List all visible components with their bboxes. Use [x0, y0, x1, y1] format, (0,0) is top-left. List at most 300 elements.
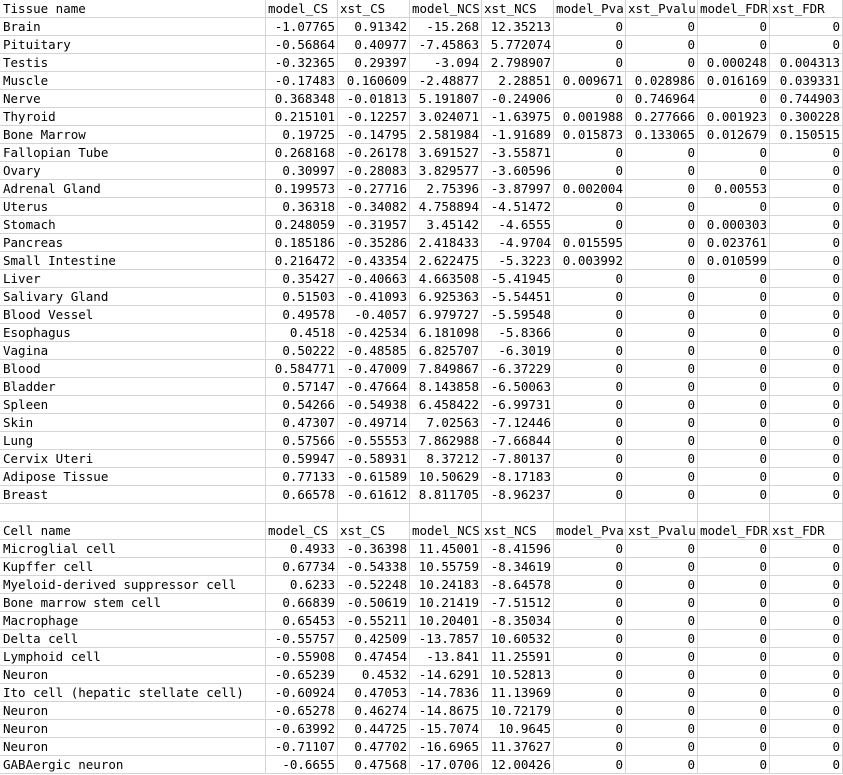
value-cell[interactable]: -7.45863	[410, 36, 482, 54]
value-cell[interactable]: 0	[770, 414, 843, 432]
value-cell[interactable]: 0	[770, 684, 843, 702]
value-cell[interactable]: 0	[554, 432, 626, 450]
tissue-name-cell[interactable]: Bladder	[0, 378, 266, 396]
value-cell[interactable]: 0	[770, 540, 843, 558]
value-cell[interactable]: 2.622475	[410, 252, 482, 270]
value-cell[interactable]: 0	[626, 630, 698, 648]
value-cell[interactable]: -0.01813	[338, 90, 410, 108]
value-cell[interactable]: 0	[770, 180, 843, 198]
value-cell[interactable]: 0	[554, 630, 626, 648]
value-cell[interactable]: -0.42534	[338, 324, 410, 342]
tissue-name-cell[interactable]: Testis	[0, 54, 266, 72]
value-cell[interactable]: -0.27716	[338, 180, 410, 198]
value-cell[interactable]: 0	[626, 468, 698, 486]
tissue-name-cell[interactable]: Adipose Tissue	[0, 468, 266, 486]
value-cell[interactable]: 0	[626, 198, 698, 216]
value-cell[interactable]: 0	[554, 594, 626, 612]
column-header[interactable]: xst_CS	[338, 522, 410, 540]
value-cell[interactable]: 0	[626, 684, 698, 702]
value-cell[interactable]: 6.181098	[410, 324, 482, 342]
cell[interactable]	[0, 504, 266, 522]
value-cell[interactable]: 0	[626, 180, 698, 198]
value-cell[interactable]: 0	[698, 432, 770, 450]
value-cell[interactable]: 11.25591	[482, 648, 554, 666]
column-header[interactable]: xst_Pvalu	[626, 0, 698, 18]
value-cell[interactable]: -0.14795	[338, 126, 410, 144]
value-cell[interactable]: 6.979727	[410, 306, 482, 324]
value-cell[interactable]: 0	[626, 306, 698, 324]
value-cell[interactable]: -3.094	[410, 54, 482, 72]
value-cell[interactable]: -0.63992	[266, 720, 338, 738]
value-cell[interactable]: 0.300228	[770, 108, 843, 126]
value-cell[interactable]: 0.368348	[266, 90, 338, 108]
value-cell[interactable]: 0.009671	[554, 72, 626, 90]
value-cell[interactable]: 0	[626, 36, 698, 54]
value-cell[interactable]: 0.000303	[698, 216, 770, 234]
value-cell[interactable]: -16.6965	[410, 738, 482, 756]
value-cell[interactable]: 0.6233	[266, 576, 338, 594]
value-cell[interactable]: 0	[698, 486, 770, 504]
value-cell[interactable]: 0.59947	[266, 450, 338, 468]
value-cell[interactable]: 0	[626, 162, 698, 180]
value-cell[interactable]: 0	[698, 702, 770, 720]
value-cell[interactable]: 0	[698, 720, 770, 738]
value-cell[interactable]: 3.829577	[410, 162, 482, 180]
value-cell[interactable]: 0.746964	[626, 90, 698, 108]
value-cell[interactable]: -14.8675	[410, 702, 482, 720]
tissue-name-cell[interactable]: Blood Vessel	[0, 306, 266, 324]
cell-name-cell[interactable]: Ito cell (hepatic stellate cell)	[0, 684, 266, 702]
value-cell[interactable]: 0	[698, 162, 770, 180]
value-cell[interactable]: 0	[698, 558, 770, 576]
value-cell[interactable]: 2.798907	[482, 54, 554, 72]
tissue-name-cell[interactable]: Pancreas	[0, 234, 266, 252]
value-cell[interactable]: -8.41596	[482, 540, 554, 558]
value-cell[interactable]: 0.36318	[266, 198, 338, 216]
value-cell[interactable]: 0	[626, 558, 698, 576]
cell-name-cell[interactable]: Neuron	[0, 720, 266, 738]
value-cell[interactable]: 0	[554, 360, 626, 378]
value-cell[interactable]: 0	[554, 414, 626, 432]
value-cell[interactable]: 0	[554, 216, 626, 234]
value-cell[interactable]: -6.99731	[482, 396, 554, 414]
value-cell[interactable]: -1.63975	[482, 108, 554, 126]
value-cell[interactable]: -6.37229	[482, 360, 554, 378]
value-cell[interactable]: -0.58931	[338, 450, 410, 468]
column-header[interactable]: model_NCS	[410, 0, 482, 18]
column-header[interactable]: xst_FDR	[770, 522, 843, 540]
value-cell[interactable]: 0	[554, 468, 626, 486]
value-cell[interactable]: 0.216472	[266, 252, 338, 270]
value-cell[interactable]: 0	[698, 90, 770, 108]
value-cell[interactable]: 0	[554, 720, 626, 738]
value-cell[interactable]: 0.004313	[770, 54, 843, 72]
value-cell[interactable]: 0	[770, 612, 843, 630]
value-cell[interactable]: 0.57566	[266, 432, 338, 450]
value-cell[interactable]: 0.000248	[698, 54, 770, 72]
value-cell[interactable]: -4.9704	[482, 234, 554, 252]
value-cell[interactable]: 0	[554, 324, 626, 342]
column-header[interactable]: model_Pva	[554, 0, 626, 18]
value-cell[interactable]: 0.47568	[338, 756, 410, 774]
value-cell[interactable]: 0	[770, 486, 843, 504]
value-cell[interactable]: -0.55757	[266, 630, 338, 648]
value-cell[interactable]: 0.19725	[266, 126, 338, 144]
value-cell[interactable]: 0	[770, 756, 843, 774]
value-cell[interactable]: 10.24183	[410, 576, 482, 594]
value-cell[interactable]: 0	[554, 576, 626, 594]
value-cell[interactable]: 8.37212	[410, 450, 482, 468]
value-cell[interactable]: 0	[698, 450, 770, 468]
value-cell[interactable]: 0.40977	[338, 36, 410, 54]
tissue-name-cell[interactable]: Bone Marrow	[0, 126, 266, 144]
value-cell[interactable]: 0	[554, 666, 626, 684]
column-header[interactable]: xst_FDR	[770, 0, 843, 18]
value-cell[interactable]: 0.010599	[698, 252, 770, 270]
value-cell[interactable]: 0	[626, 612, 698, 630]
value-cell[interactable]: 0	[554, 450, 626, 468]
cell[interactable]	[338, 504, 410, 522]
value-cell[interactable]: 12.00426	[482, 756, 554, 774]
value-cell[interactable]: -0.55211	[338, 612, 410, 630]
value-cell[interactable]: 0	[698, 414, 770, 432]
value-cell[interactable]: 0	[770, 36, 843, 54]
value-cell[interactable]: 0	[698, 594, 770, 612]
tissue-name-cell[interactable]: Blood	[0, 360, 266, 378]
value-cell[interactable]: -0.40663	[338, 270, 410, 288]
value-cell[interactable]: 0	[554, 36, 626, 54]
value-cell[interactable]: 0	[554, 144, 626, 162]
value-cell[interactable]: -0.54338	[338, 558, 410, 576]
column-header[interactable]: model_Pva	[554, 522, 626, 540]
value-cell[interactable]: 0.50222	[266, 342, 338, 360]
value-cell[interactable]: -3.87997	[482, 180, 554, 198]
value-cell[interactable]: 0.002004	[554, 180, 626, 198]
value-cell[interactable]: 0.039331	[770, 72, 843, 90]
value-cell[interactable]: 0.42509	[338, 630, 410, 648]
value-cell[interactable]: 0	[554, 540, 626, 558]
value-cell[interactable]: 11.45001	[410, 540, 482, 558]
value-cell[interactable]: -0.43354	[338, 252, 410, 270]
value-cell[interactable]: -7.66844	[482, 432, 554, 450]
value-cell[interactable]: -5.41945	[482, 270, 554, 288]
value-cell[interactable]: 0	[554, 342, 626, 360]
value-cell[interactable]: 0	[770, 450, 843, 468]
tissue-name-cell[interactable]: Vagina	[0, 342, 266, 360]
value-cell[interactable]: 4.663508	[410, 270, 482, 288]
value-cell[interactable]: -1.07765	[266, 18, 338, 36]
value-cell[interactable]: 0	[770, 720, 843, 738]
value-cell[interactable]: 0.028986	[626, 72, 698, 90]
value-cell[interactable]: -0.52248	[338, 576, 410, 594]
value-cell[interactable]: 0.185186	[266, 234, 338, 252]
column-header[interactable]: xst_Pvalu	[626, 522, 698, 540]
value-cell[interactable]: 0	[698, 18, 770, 36]
value-cell[interactable]: 0.016169	[698, 72, 770, 90]
value-cell[interactable]: -5.59548	[482, 306, 554, 324]
value-cell[interactable]: 0	[698, 342, 770, 360]
value-cell[interactable]: -0.35286	[338, 234, 410, 252]
value-cell[interactable]: 0	[626, 144, 698, 162]
value-cell[interactable]: 0	[554, 90, 626, 108]
value-cell[interactable]: 0	[626, 414, 698, 432]
value-cell[interactable]: 0	[698, 648, 770, 666]
value-cell[interactable]: 0	[554, 756, 626, 774]
column-header[interactable]: xst_NCS	[482, 522, 554, 540]
value-cell[interactable]: 6.925363	[410, 288, 482, 306]
value-cell[interactable]: 0	[770, 648, 843, 666]
value-cell[interactable]: 3.691527	[410, 144, 482, 162]
cell-name-cell[interactable]: Delta cell	[0, 630, 266, 648]
value-cell[interactable]: 4.758894	[410, 198, 482, 216]
value-cell[interactable]: -15.268	[410, 18, 482, 36]
value-cell[interactable]: 0	[554, 306, 626, 324]
value-cell[interactable]: 0.268168	[266, 144, 338, 162]
value-cell[interactable]: -1.91689	[482, 126, 554, 144]
value-cell[interactable]: 0	[554, 18, 626, 36]
value-cell[interactable]: 10.9645	[482, 720, 554, 738]
value-cell[interactable]: -0.24906	[482, 90, 554, 108]
value-cell[interactable]: 0.160609	[338, 72, 410, 90]
cell[interactable]	[410, 504, 482, 522]
tissue-name-cell[interactable]: Fallopian Tube	[0, 144, 266, 162]
value-cell[interactable]: -0.6655	[266, 756, 338, 774]
value-cell[interactable]: 0	[698, 684, 770, 702]
value-cell[interactable]: 0	[770, 324, 843, 342]
value-cell[interactable]: 2.418433	[410, 234, 482, 252]
cell[interactable]	[698, 504, 770, 522]
value-cell[interactable]: 6.458422	[410, 396, 482, 414]
value-cell[interactable]: -5.3223	[482, 252, 554, 270]
column-header[interactable]: xst_NCS	[482, 0, 554, 18]
value-cell[interactable]: 0.248059	[266, 216, 338, 234]
cell-name-cell[interactable]: Macrophage	[0, 612, 266, 630]
value-cell[interactable]: 12.35213	[482, 18, 554, 36]
value-cell[interactable]: 0	[554, 486, 626, 504]
value-cell[interactable]: 0	[554, 558, 626, 576]
cell[interactable]	[770, 504, 843, 522]
value-cell[interactable]: -14.6291	[410, 666, 482, 684]
tissue-name-cell[interactable]: Stomach	[0, 216, 266, 234]
cell[interactable]	[626, 504, 698, 522]
value-cell[interactable]: 10.52813	[482, 666, 554, 684]
value-cell[interactable]: 0.57147	[266, 378, 338, 396]
value-cell[interactable]: 0	[698, 36, 770, 54]
value-cell[interactable]: 7.862988	[410, 432, 482, 450]
value-cell[interactable]: -2.48877	[410, 72, 482, 90]
value-cell[interactable]: 0	[626, 720, 698, 738]
value-cell[interactable]: 0	[698, 144, 770, 162]
tissue-name-cell[interactable]: Pituitary	[0, 36, 266, 54]
value-cell[interactable]: 0	[554, 270, 626, 288]
value-cell[interactable]: 0	[626, 594, 698, 612]
value-cell[interactable]: 0.015873	[554, 126, 626, 144]
value-cell[interactable]: 0	[770, 468, 843, 486]
value-cell[interactable]: 5.772074	[482, 36, 554, 54]
value-cell[interactable]: -8.34619	[482, 558, 554, 576]
value-cell[interactable]: 0	[554, 54, 626, 72]
value-cell[interactable]: 0.001923	[698, 108, 770, 126]
value-cell[interactable]: 0.65453	[266, 612, 338, 630]
value-cell[interactable]: 0	[698, 360, 770, 378]
value-cell[interactable]: 0	[770, 144, 843, 162]
value-cell[interactable]: 0	[626, 540, 698, 558]
value-cell[interactable]: 0	[626, 648, 698, 666]
cell-name-cell[interactable]: Neuron	[0, 666, 266, 684]
cell-name-cell[interactable]: Microglial cell	[0, 540, 266, 558]
value-cell[interactable]: 0	[698, 270, 770, 288]
value-cell[interactable]: 0	[554, 288, 626, 306]
value-cell[interactable]: 0.199573	[266, 180, 338, 198]
value-cell[interactable]: -15.7074	[410, 720, 482, 738]
value-cell[interactable]: -7.12446	[482, 414, 554, 432]
value-cell[interactable]: 0.35427	[266, 270, 338, 288]
value-cell[interactable]: -7.80137	[482, 450, 554, 468]
value-cell[interactable]: -6.3019	[482, 342, 554, 360]
cell-name-cell[interactable]: GABAergic neuron	[0, 756, 266, 774]
column-header[interactable]: model_NCS	[410, 522, 482, 540]
value-cell[interactable]: 0.46274	[338, 702, 410, 720]
value-cell[interactable]: 0.023761	[698, 234, 770, 252]
cell-name-cell[interactable]: Lymphoid cell	[0, 648, 266, 666]
value-cell[interactable]: -0.31957	[338, 216, 410, 234]
cell-name-cell[interactable]: Kupffer cell	[0, 558, 266, 576]
value-cell[interactable]: 0	[698, 324, 770, 342]
value-cell[interactable]: 0	[698, 540, 770, 558]
value-cell[interactable]: 0.00553	[698, 180, 770, 198]
value-cell[interactable]: 8.811705	[410, 486, 482, 504]
value-cell[interactable]: 0	[698, 396, 770, 414]
value-cell[interactable]: 0	[554, 378, 626, 396]
value-cell[interactable]: 0	[626, 216, 698, 234]
tissue-name-cell[interactable]: Small Intestine	[0, 252, 266, 270]
cell[interactable]	[482, 504, 554, 522]
value-cell[interactable]: -8.64578	[482, 576, 554, 594]
value-cell[interactable]: 0.4532	[338, 666, 410, 684]
value-cell[interactable]: -3.60596	[482, 162, 554, 180]
value-cell[interactable]: 0	[770, 738, 843, 756]
value-cell[interactable]: 0	[554, 648, 626, 666]
value-cell[interactable]: 0	[554, 684, 626, 702]
tissue-name-cell[interactable]: Nerve	[0, 90, 266, 108]
tissue-name-cell[interactable]: Lung	[0, 432, 266, 450]
value-cell[interactable]: -0.49714	[338, 414, 410, 432]
value-cell[interactable]: 0	[626, 324, 698, 342]
value-cell[interactable]: 0	[626, 54, 698, 72]
value-cell[interactable]: 0.001988	[554, 108, 626, 126]
value-cell[interactable]: 0	[626, 666, 698, 684]
column-header[interactable]: model_CS	[266, 522, 338, 540]
value-cell[interactable]: 0	[626, 252, 698, 270]
tissue-name-cell[interactable]: Skin	[0, 414, 266, 432]
column-header[interactable]: xst_CS	[338, 0, 410, 18]
tissue-name-cell[interactable]: Thyroid	[0, 108, 266, 126]
value-cell[interactable]: 10.20401	[410, 612, 482, 630]
value-cell[interactable]: 0	[554, 162, 626, 180]
value-cell[interactable]: -14.7836	[410, 684, 482, 702]
value-cell[interactable]: 0	[698, 306, 770, 324]
value-cell[interactable]: 0.67734	[266, 558, 338, 576]
value-cell[interactable]: 0	[770, 360, 843, 378]
value-cell[interactable]: -4.6555	[482, 216, 554, 234]
value-cell[interactable]: 0	[554, 612, 626, 630]
value-cell[interactable]: 0	[770, 702, 843, 720]
value-cell[interactable]: -0.48585	[338, 342, 410, 360]
value-cell[interactable]: 0.30997	[266, 162, 338, 180]
value-cell[interactable]: -0.56864	[266, 36, 338, 54]
value-cell[interactable]: 0	[770, 396, 843, 414]
value-cell[interactable]: -0.61612	[338, 486, 410, 504]
value-cell[interactable]: 0	[770, 198, 843, 216]
value-cell[interactable]: -0.34082	[338, 198, 410, 216]
value-cell[interactable]: 0.003992	[554, 252, 626, 270]
value-cell[interactable]: -0.50619	[338, 594, 410, 612]
cell-name-cell[interactable]: Neuron	[0, 738, 266, 756]
value-cell[interactable]: 3.45142	[410, 216, 482, 234]
value-cell[interactable]: 0.49578	[266, 306, 338, 324]
value-cell[interactable]: 0	[698, 576, 770, 594]
tissue-name-cell[interactable]: Spleen	[0, 396, 266, 414]
value-cell[interactable]: 0	[698, 738, 770, 756]
tissue-name-cell[interactable]: Breast	[0, 486, 266, 504]
cell-name-cell[interactable]: Bone marrow stem cell	[0, 594, 266, 612]
value-cell[interactable]: -7.51512	[482, 594, 554, 612]
value-cell[interactable]: 0	[770, 558, 843, 576]
value-cell[interactable]: -4.51472	[482, 198, 554, 216]
value-cell[interactable]: 0	[626, 432, 698, 450]
value-cell[interactable]: 3.024071	[410, 108, 482, 126]
value-cell[interactable]: -0.47009	[338, 360, 410, 378]
value-cell[interactable]: 0	[770, 594, 843, 612]
cell-name-cell[interactable]: Myeloid-derived suppressor cell	[0, 576, 266, 594]
value-cell[interactable]: 0.015595	[554, 234, 626, 252]
value-cell[interactable]: 0.47053	[338, 684, 410, 702]
value-cell[interactable]: 2.28851	[482, 72, 554, 90]
value-cell[interactable]: 10.72179	[482, 702, 554, 720]
value-cell[interactable]: -0.36398	[338, 540, 410, 558]
value-cell[interactable]: 0	[554, 702, 626, 720]
value-cell[interactable]: 0.44725	[338, 720, 410, 738]
value-cell[interactable]: 0	[698, 630, 770, 648]
value-cell[interactable]: 0	[698, 288, 770, 306]
value-cell[interactable]: 0	[770, 378, 843, 396]
value-cell[interactable]: 0	[770, 18, 843, 36]
value-cell[interactable]: 0	[626, 486, 698, 504]
value-cell[interactable]: 7.849867	[410, 360, 482, 378]
value-cell[interactable]: 0	[626, 450, 698, 468]
value-cell[interactable]: -8.96237	[482, 486, 554, 504]
value-cell[interactable]: -13.841	[410, 648, 482, 666]
value-cell[interactable]: 0.4933	[266, 540, 338, 558]
value-cell[interactable]: 0	[626, 234, 698, 252]
column-header[interactable]: model_CS	[266, 0, 338, 18]
value-cell[interactable]: 0	[770, 234, 843, 252]
value-cell[interactable]: 0	[626, 270, 698, 288]
value-cell[interactable]: -3.55871	[482, 144, 554, 162]
value-cell[interactable]: 0	[698, 612, 770, 630]
value-cell[interactable]: 0	[698, 666, 770, 684]
value-cell[interactable]: 0	[554, 198, 626, 216]
value-cell[interactable]: 0	[698, 468, 770, 486]
tissue-name-cell[interactable]: Brain	[0, 18, 266, 36]
value-cell[interactable]: 0.47702	[338, 738, 410, 756]
value-cell[interactable]: -5.54451	[482, 288, 554, 306]
value-cell[interactable]: -17.0706	[410, 756, 482, 774]
value-cell[interactable]: 11.37627	[482, 738, 554, 756]
value-cell[interactable]: 0.215101	[266, 108, 338, 126]
column-header[interactable]: model_FDR	[698, 0, 770, 18]
value-cell[interactable]: -6.50063	[482, 378, 554, 396]
